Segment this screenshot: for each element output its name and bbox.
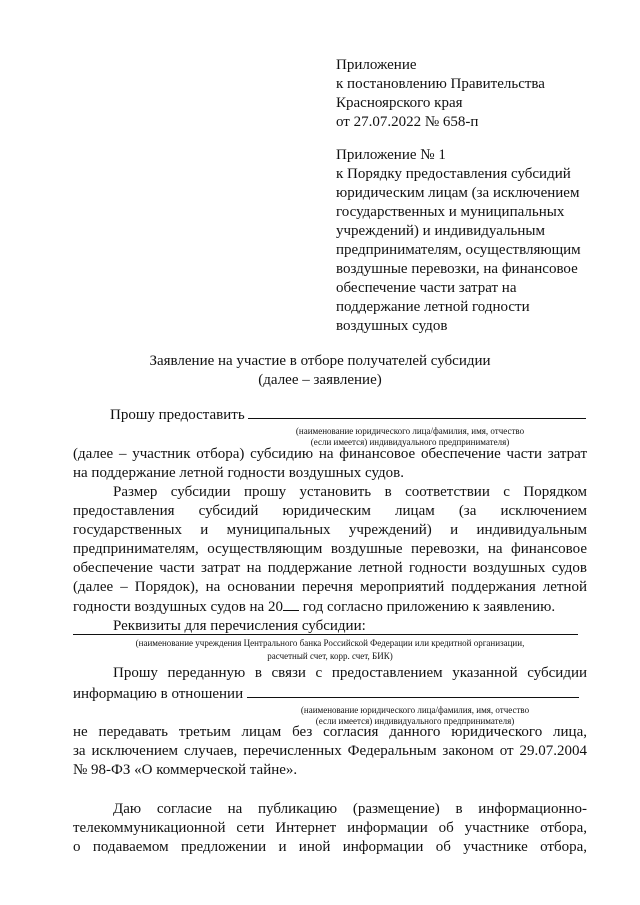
appendix-no-line: обеспечение части затрат на	[336, 280, 517, 296]
text-line: (далее – участник отбора) субсидию на финансовое обеспечение части затрат	[73, 446, 587, 462]
text-line: не передавать третьим лицам без согласия данного юридического лица,	[73, 724, 587, 740]
request-block	[73, 404, 587, 448]
paragraph-4	[73, 723, 587, 780]
text-line: Размер субсидии прошу установить в соответствии с Порядком	[113, 484, 587, 500]
hint-line: расчетный счет, корр. счет, БИК)	[267, 651, 393, 661]
appendix-line: к постановлению Правительства	[336, 76, 545, 92]
title-line: (далее – заявление)	[258, 372, 382, 388]
text-line: обеспечение части затрат на поддержание летной годности воздушных судов	[73, 560, 587, 576]
text-line: государственных и муниципальных учреждений) и индивидуальным	[73, 522, 587, 538]
requisites-fill-line[interactable]	[73, 620, 578, 635]
appendix-no-line: поддержание летной годности	[336, 299, 530, 315]
appendix-no-line: государственных и муниципальных	[336, 204, 565, 220]
appendix-header	[336, 56, 545, 132]
text-line: за исключением случаев, перечисленных Федеральным законом от 29.07.2004	[73, 743, 587, 759]
paragraph-3	[73, 664, 587, 727]
paragraph-1	[73, 445, 587, 483]
text-line: предоставления субсидий юридическим лицам (за исключением	[73, 503, 587, 519]
info-row	[73, 683, 587, 704]
appendix-no-line: юридическим лицам (за исключением	[336, 185, 580, 201]
text-line	[73, 597, 587, 617]
text-line: предпринимателям, осуществляющим воздушные перевозки, на финансовое	[73, 541, 587, 557]
info-label: информацию в отношении	[73, 686, 244, 702]
requisites-hint	[73, 637, 587, 663]
hint-line: (наименование юридического лица/фамилия, имя, отчество	[300, 705, 530, 715]
hint-line: (наименование учреждения Центрального банка Российской Федерации или кредитной организации,	[135, 638, 525, 648]
hint-line: (если имеется) индивидуального предпринимателя)	[315, 716, 515, 726]
text-line: № 98-ФЗ «О коммерческой тайне».	[73, 762, 298, 778]
paragraph-2	[73, 483, 587, 636]
requisites-label: Реквизиты для перечисления субсидии:	[113, 618, 366, 634]
text-line: Прошу переданную в связи с предоставлением указанной субсидии	[113, 665, 587, 681]
info-fill-line[interactable]	[247, 683, 579, 698]
hint-line: (если имеется) индивидуального предпринимателя)	[310, 437, 510, 447]
appendix-no-header	[336, 146, 581, 336]
appendix-line: Красноярского края	[336, 95, 463, 111]
text-line: телекоммуникационной сети Интернет информации об участнике отбора,	[73, 820, 587, 836]
request-label: Прошу предоставить	[110, 407, 245, 423]
appendix-no-line: Приложение № 1	[336, 147, 446, 163]
text-line: о подаваемом предложении и иной информации об участнике отбора,	[73, 839, 587, 855]
appendix-no-line: предпринимателям, осуществляющим	[336, 242, 581, 258]
request-row	[73, 404, 587, 425]
text-line: (далее – Порядок), на основании перечня мероприятий поддержания летной	[73, 579, 587, 595]
year-fill-line[interactable]	[283, 597, 299, 611]
title-line: Заявление на участие в отборе получателей субсидии	[149, 353, 491, 369]
appendix-line: Приложение	[336, 57, 417, 73]
appendix-line: от 27.07.2022 № 658-п	[336, 114, 479, 130]
appendix-no-line: воздушные перевозки, на финансовое	[336, 261, 578, 277]
appendix-no-line: к Порядку предоставления субсидий	[336, 166, 571, 182]
paragraph-5	[73, 800, 587, 857]
text-line: на поддержание летной годности воздушных судов.	[73, 465, 404, 481]
request-fill-line[interactable]	[248, 404, 586, 419]
text-line: Даю согласие на публикацию (размещение) в информационно-	[113, 801, 587, 817]
appendix-no-line: воздушных судов	[336, 318, 448, 334]
text-fragment: год согласно приложению к заявлению.	[298, 599, 556, 615]
document-title	[0, 352, 640, 390]
text-fragment: годности воздушных судов на 20	[73, 599, 283, 615]
hint-line: (наименование юридического лица/фамилия, имя, отчество	[295, 426, 525, 436]
requisites-block	[73, 620, 587, 663]
appendix-no-line: учреждений) и индивидуальным	[336, 223, 545, 239]
